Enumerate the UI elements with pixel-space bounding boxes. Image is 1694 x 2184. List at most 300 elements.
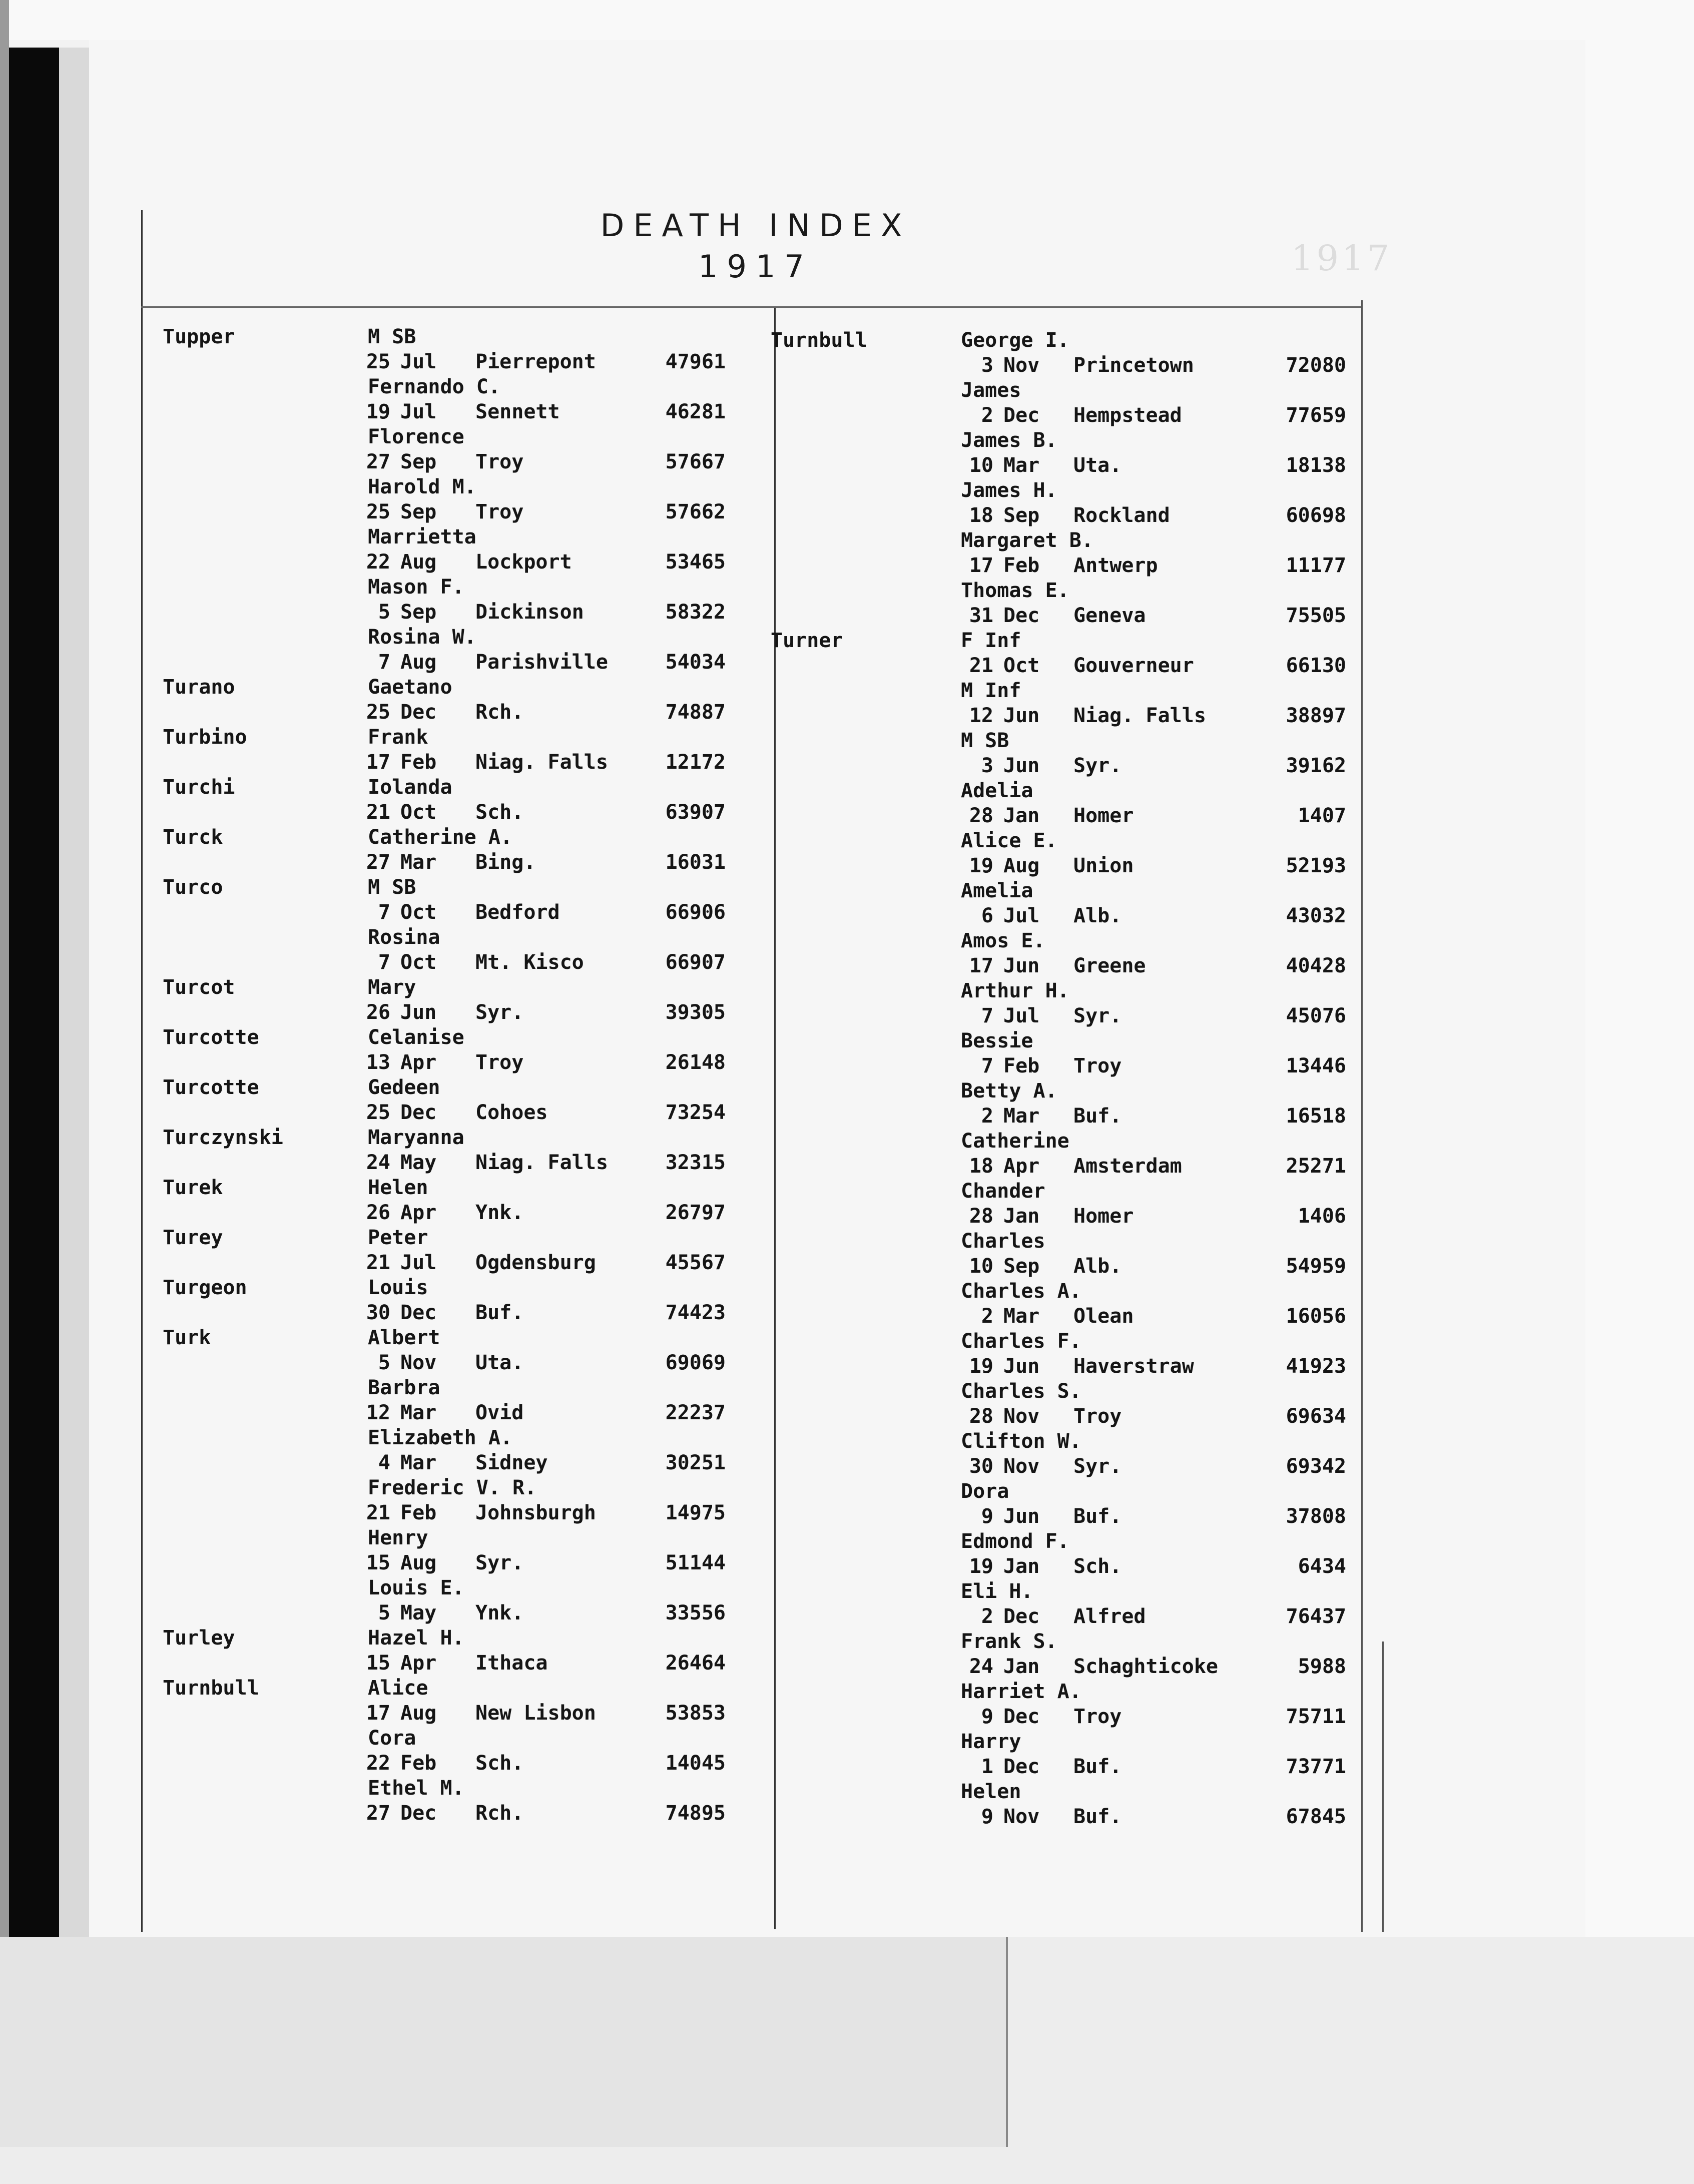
death-place: Ithaca — [475, 1652, 548, 1675]
binding-gap — [59, 48, 89, 1939]
death-place: Buf. — [1073, 1105, 1122, 1128]
given-name: Iolanda — [368, 776, 452, 799]
death-day: 10 — [969, 1255, 993, 1278]
certificate-number: 74887 — [665, 701, 726, 724]
death-place: Lockport — [475, 551, 572, 574]
death-place: Troy — [475, 1051, 524, 1074]
given-name: Charles — [961, 1230, 1045, 1253]
death-month: Jun — [400, 1001, 437, 1024]
given-name: Peter — [368, 1226, 428, 1249]
death-month: Jul — [400, 400, 437, 423]
death-day: 28 — [969, 1205, 993, 1228]
death-day: 21 — [366, 1251, 390, 1274]
certificate-number: 16031 — [665, 851, 726, 874]
certificate-number: 16056 — [1286, 1305, 1346, 1328]
death-month: Jun — [1003, 1505, 1040, 1528]
death-day: 15 — [366, 1652, 390, 1675]
death-day: 18 — [969, 504, 993, 527]
certificate-number: 13446 — [1286, 1054, 1346, 1077]
death-day: 4 — [378, 1451, 390, 1474]
death-month: Nov — [1003, 354, 1040, 377]
certificate-number: 11177 — [1286, 554, 1346, 577]
death-month: Dec — [400, 1802, 437, 1825]
death-day: 25 — [366, 500, 390, 523]
death-day: 7 — [378, 901, 390, 924]
surname-label: Tupper — [163, 325, 235, 348]
certificate-number: 47961 — [665, 350, 726, 373]
given-name: Adelia — [961, 779, 1033, 802]
given-name: James — [961, 379, 1021, 402]
death-month: Jun — [1003, 754, 1040, 777]
certificate-number: 45567 — [665, 1251, 726, 1274]
death-month: Dec — [1003, 1605, 1040, 1628]
certificate-number: 74895 — [665, 1802, 726, 1825]
given-name: Marrietta — [368, 525, 476, 549]
column-divider — [774, 308, 776, 1929]
certificate-number: 63907 — [665, 801, 726, 824]
death-place: Sch. — [475, 801, 524, 824]
death-place: Syr. — [1073, 1004, 1122, 1027]
given-name: Chander — [961, 1180, 1045, 1203]
death-place: Bing. — [475, 851, 536, 874]
certificate-number: 26464 — [665, 1652, 726, 1675]
given-name: M SB — [368, 325, 416, 348]
given-name: Cora — [368, 1727, 416, 1750]
certificate-number: 72080 — [1286, 354, 1346, 377]
death-place: Amsterdam — [1073, 1155, 1182, 1178]
death-place: Mt. Kisco — [475, 951, 584, 974]
death-month: Dec — [1003, 1755, 1040, 1778]
death-day: 13 — [366, 1051, 390, 1074]
certificate-number: 26148 — [665, 1051, 726, 1074]
death-place: Buf. — [1073, 1505, 1122, 1528]
death-day: 28 — [969, 1405, 993, 1428]
death-month: Nov — [1003, 1455, 1040, 1478]
certificate-number: 39305 — [665, 1001, 726, 1024]
header-rule — [141, 306, 1362, 308]
certificate-number: 57667 — [665, 450, 726, 473]
death-place: Sidney — [475, 1451, 548, 1474]
surname-label: Turchi — [163, 776, 235, 799]
given-name: Charles F. — [961, 1330, 1081, 1353]
death-month: May — [400, 1601, 437, 1624]
given-name: Amos E. — [961, 929, 1045, 952]
death-month: Dec — [400, 1301, 437, 1324]
death-day: 2 — [981, 404, 993, 427]
surname-label: Turgeon — [163, 1276, 247, 1299]
given-name: Harold M. — [368, 475, 476, 498]
death-place: Greene — [1073, 954, 1146, 977]
death-day: 24 — [969, 1655, 993, 1678]
certificate-number: 26797 — [665, 1201, 726, 1224]
death-place: Syr. — [1073, 754, 1122, 777]
surname-label: Turczynski — [163, 1126, 283, 1149]
death-day: 27 — [366, 851, 390, 874]
certificate-number: 73254 — [665, 1101, 726, 1124]
given-name: Louis — [368, 1276, 428, 1299]
death-day: 21 — [366, 1501, 390, 1524]
right-margin — [1585, 0, 1694, 2184]
certificate-number: 37808 — [1286, 1505, 1346, 1528]
certificate-number: 75711 — [1286, 1705, 1346, 1728]
given-name: Harriet A. — [961, 1680, 1081, 1703]
certificate-number: 40428 — [1286, 954, 1346, 977]
given-name: Charles S. — [961, 1380, 1081, 1403]
death-month: Apr — [400, 1652, 437, 1675]
death-place: Union — [1073, 854, 1134, 877]
death-place: Buf. — [1073, 1755, 1122, 1778]
certificate-number: 54959 — [1286, 1255, 1346, 1278]
certificate-number: 53853 — [665, 1702, 726, 1725]
given-name: Eli H. — [961, 1580, 1033, 1603]
death-day: 7 — [378, 951, 390, 974]
death-day: 27 — [366, 1802, 390, 1825]
death-place: Uta. — [1073, 454, 1122, 477]
given-name: Henry — [368, 1526, 428, 1549]
surname-label: Turnbull — [163, 1677, 259, 1700]
certificate-number: 6434 — [1298, 1555, 1346, 1578]
death-place: Dickinson — [475, 601, 584, 624]
death-month: Apr — [400, 1051, 437, 1074]
certificate-number: 69634 — [1286, 1405, 1346, 1428]
certificate-number: 41923 — [1286, 1355, 1346, 1378]
certificate-number: 43032 — [1286, 904, 1346, 927]
certificate-number: 66906 — [665, 901, 726, 924]
certificate-number: 30251 — [665, 1451, 726, 1474]
death-day: 18 — [969, 1155, 993, 1178]
given-name: Alice E. — [961, 829, 1057, 852]
certificate-number: 32315 — [665, 1151, 726, 1174]
death-day: 5 — [378, 601, 390, 624]
death-day: 9 — [981, 1705, 993, 1728]
certificate-number: 14045 — [665, 1752, 726, 1775]
death-month: Feb — [1003, 554, 1040, 577]
death-day: 19 — [969, 1555, 993, 1578]
death-place: Niag. Falls — [475, 751, 608, 774]
death-day: 5 — [378, 1601, 390, 1624]
surname-label: Turck — [163, 826, 223, 849]
death-month: Jun — [1003, 1355, 1040, 1378]
given-name: M SB — [368, 876, 416, 899]
certificate-number: 1406 — [1298, 1205, 1346, 1228]
binding-edge — [9, 48, 59, 1939]
death-place: Rch. — [475, 1802, 524, 1825]
given-name: Hazel H. — [368, 1626, 464, 1650]
given-name: Florence — [368, 425, 464, 448]
death-place: Niag. Falls — [475, 1151, 608, 1174]
death-month: Dec — [400, 1101, 437, 1124]
certificate-number: 66130 — [1286, 654, 1346, 677]
death-month: Jul — [400, 350, 437, 373]
top-margin — [0, 0, 1694, 40]
surname-label: Turcotte — [163, 1076, 259, 1099]
given-name: Bessie — [961, 1029, 1033, 1052]
given-name: Catherine — [961, 1130, 1069, 1153]
death-day: 7 — [981, 1054, 993, 1077]
death-place: Troy — [475, 500, 524, 523]
certificate-number: 54034 — [665, 651, 726, 674]
given-name: Mason F. — [368, 576, 464, 599]
death-day: 5 — [378, 1351, 390, 1374]
given-name: Ethel M. — [368, 1777, 464, 1800]
certificate-number: 69342 — [1286, 1455, 1346, 1478]
death-place: Alb. — [1073, 904, 1122, 927]
death-day: 30 — [969, 1455, 993, 1478]
surname-label: Turcotte — [163, 1026, 259, 1049]
surname-label: Turley — [163, 1626, 235, 1650]
certificate-number: 22237 — [665, 1401, 726, 1424]
certificate-number: 25271 — [1286, 1155, 1346, 1178]
surname-label: Turco — [163, 876, 223, 899]
given-name: Fernando C. — [368, 375, 500, 398]
given-name: Edmond F. — [961, 1530, 1069, 1553]
death-place: Schaghticoke — [1073, 1655, 1218, 1678]
surname-label: Turano — [163, 676, 235, 699]
certificate-number: 57662 — [665, 500, 726, 523]
death-month: Mar — [1003, 1105, 1040, 1128]
death-place: Olean — [1073, 1305, 1134, 1328]
certificate-number: 18138 — [1286, 454, 1346, 477]
death-day: 15 — [366, 1551, 390, 1574]
death-place: Cohoes — [475, 1101, 548, 1124]
death-place: Syr. — [475, 1001, 524, 1024]
certificate-number: 76437 — [1286, 1605, 1346, 1628]
death-place: Sennett — [475, 400, 560, 423]
death-month: Jul — [1003, 904, 1040, 927]
death-month: Mar — [1003, 1305, 1040, 1328]
given-name: Frank — [368, 726, 428, 749]
death-place: Haverstraw — [1073, 1355, 1194, 1378]
death-place: Rch. — [475, 701, 524, 724]
title-year: 1917 — [698, 248, 813, 285]
death-month: Sep — [1003, 1255, 1040, 1278]
certificate-number: 38897 — [1286, 704, 1346, 727]
bottom-paper-tab — [0, 1937, 1008, 2147]
certificate-number: 67845 — [1286, 1805, 1346, 1828]
certificate-number: 73771 — [1286, 1755, 1346, 1778]
given-name: Catherine A. — [368, 826, 512, 849]
death-month: Jan — [1003, 1555, 1040, 1578]
death-place: Troy — [1073, 1054, 1122, 1077]
death-month: Dec — [1003, 604, 1040, 627]
given-name: Rosina — [368, 926, 440, 949]
certificate-number: 66907 — [665, 951, 726, 974]
certificate-number: 14975 — [665, 1501, 726, 1524]
death-place: Pierrepont — [475, 350, 596, 373]
given-name: Elizabeth A. — [368, 1426, 512, 1449]
given-name: Barbra — [368, 1376, 440, 1399]
surname-label: Turcot — [163, 976, 235, 999]
death-place: Homer — [1073, 804, 1134, 827]
certificate-number: 69069 — [665, 1351, 726, 1374]
death-day: 7 — [378, 651, 390, 674]
death-month: Feb — [1003, 1054, 1040, 1077]
certificate-number: 33556 — [665, 1601, 726, 1624]
death-month: Mar — [1003, 454, 1040, 477]
certificate-number: 5988 — [1298, 1655, 1346, 1678]
death-month: Sep — [400, 500, 437, 523]
death-day: 7 — [981, 1004, 993, 1027]
given-name: M Inf — [961, 679, 1021, 702]
given-name: George I. — [961, 329, 1069, 352]
death-day: 22 — [366, 1752, 390, 1775]
certificate-number: 53465 — [665, 551, 726, 574]
death-day: 17 — [969, 954, 993, 977]
death-day: 30 — [366, 1301, 390, 1324]
death-day: 22 — [366, 551, 390, 574]
given-name: Celanise — [368, 1026, 464, 1049]
given-name: Amelia — [961, 879, 1033, 902]
death-day: 2 — [981, 1605, 993, 1628]
death-month: Oct — [400, 901, 437, 924]
death-month: Jun — [1003, 704, 1040, 727]
page-title — [550, 205, 961, 287]
given-name: Gaetano — [368, 676, 452, 699]
death-month: Nov — [1003, 1405, 1040, 1428]
given-name: Betty A. — [961, 1079, 1057, 1103]
death-month: Nov — [400, 1351, 437, 1374]
death-place: Niag. Falls — [1073, 704, 1206, 727]
certificate-number: 51144 — [665, 1551, 726, 1574]
given-name: Helen — [961, 1780, 1021, 1803]
death-place: Princetown — [1073, 354, 1194, 377]
given-name: Frederic V. R. — [368, 1476, 537, 1499]
death-month: Jan — [1003, 804, 1040, 827]
death-place: Sch. — [475, 1752, 524, 1775]
faint-stamp: 1917 — [1291, 238, 1393, 279]
given-name: Dora — [961, 1480, 1009, 1503]
death-month: Aug — [400, 1551, 437, 1574]
death-day: 12 — [366, 1401, 390, 1424]
death-place: Alb. — [1073, 1255, 1122, 1278]
death-place: Uta. — [475, 1351, 524, 1374]
death-month: Feb — [400, 1501, 437, 1524]
certificate-number: 58322 — [665, 601, 726, 624]
given-name: F Inf — [961, 629, 1021, 652]
death-day: 26 — [366, 1201, 390, 1224]
death-day: 3 — [981, 354, 993, 377]
death-day: 9 — [981, 1805, 993, 1828]
death-day: 12 — [969, 704, 993, 727]
death-day: 19 — [969, 1355, 993, 1378]
surname-label: Turbino — [163, 726, 247, 749]
death-place: Alfred — [1073, 1605, 1146, 1628]
death-month: Mar — [400, 1451, 437, 1474]
given-name: Clifton W. — [961, 1430, 1081, 1453]
death-month: Dec — [1003, 404, 1040, 427]
certificate-number: 77659 — [1286, 404, 1346, 427]
given-name: Alice — [368, 1677, 428, 1700]
given-name: James B. — [961, 429, 1057, 452]
death-place: Ynk. — [475, 1601, 524, 1624]
death-month: Jan — [1003, 1205, 1040, 1228]
death-place: Troy — [1073, 1405, 1122, 1428]
given-name: Thomas E. — [961, 579, 1069, 602]
death-month: May — [400, 1151, 437, 1174]
death-month: Jul — [1003, 1004, 1040, 1027]
given-name: Mary — [368, 976, 416, 999]
death-month: Aug — [400, 651, 437, 674]
death-month: Sep — [400, 450, 437, 473]
death-day: 19 — [969, 854, 993, 877]
death-place: Buf. — [475, 1301, 524, 1324]
death-day: 17 — [366, 751, 390, 774]
certificate-number: 46281 — [665, 400, 726, 423]
death-place: Antwerp — [1073, 554, 1158, 577]
death-day: 17 — [969, 554, 993, 577]
death-month: Jun — [1003, 954, 1040, 977]
death-day: 2 — [981, 1105, 993, 1128]
death-day: 19 — [366, 400, 390, 423]
death-day: 1 — [981, 1755, 993, 1778]
given-name: Gedeen — [368, 1076, 440, 1099]
given-name: Helen — [368, 1176, 428, 1199]
death-day: 24 — [366, 1151, 390, 1174]
death-month: Apr — [1003, 1155, 1040, 1178]
death-month: Jul — [400, 1251, 437, 1274]
death-place: Rockland — [1073, 504, 1170, 527]
death-place: Hempstead — [1073, 404, 1182, 427]
certificate-number: 1407 — [1298, 804, 1346, 827]
death-month: Sep — [1003, 504, 1040, 527]
title-heading: DEATH INDEX — [600, 207, 911, 244]
death-day: 28 — [969, 804, 993, 827]
death-place: New Lisbon — [475, 1702, 596, 1725]
death-day: 6 — [981, 904, 993, 927]
death-place: Sch. — [1073, 1555, 1122, 1578]
certificate-number: 39162 — [1286, 754, 1346, 777]
page-left-rule — [141, 210, 143, 1932]
given-name: Frank S. — [961, 1630, 1057, 1653]
death-month: Oct — [1003, 654, 1040, 677]
given-name: Louis E. — [368, 1576, 464, 1599]
death-day: 10 — [969, 454, 993, 477]
certificate-number: 45076 — [1286, 1004, 1346, 1027]
death-day: 31 — [969, 604, 993, 627]
death-place: Homer — [1073, 1205, 1134, 1228]
certificate-number: 75505 — [1286, 604, 1346, 627]
left-edge-shadow — [0, 0, 9, 2184]
death-place: Ogdensburg — [475, 1251, 596, 1274]
death-place: Troy — [475, 450, 524, 473]
given-name: Albert — [368, 1326, 440, 1349]
death-day: 17 — [366, 1702, 390, 1725]
page-right-rule — [1361, 300, 1363, 1932]
death-place: Syr. — [475, 1551, 524, 1574]
given-name: Harry — [961, 1730, 1021, 1753]
death-month: Aug — [400, 1702, 437, 1725]
death-month: Feb — [400, 751, 437, 774]
given-name: Charles A. — [961, 1280, 1081, 1303]
death-month: Aug — [400, 551, 437, 574]
death-day: 27 — [366, 450, 390, 473]
surname-label: Turnbull — [771, 329, 867, 352]
given-name: Arthur H. — [961, 979, 1069, 1002]
given-name: Margaret B. — [961, 529, 1093, 552]
death-place: Ovid — [475, 1401, 524, 1424]
surname-label: Turek — [163, 1176, 223, 1199]
certificate-number: 52193 — [1286, 854, 1346, 877]
death-place: Ynk. — [475, 1201, 524, 1224]
certificate-number: 74423 — [665, 1301, 726, 1324]
death-day: 25 — [366, 1101, 390, 1124]
given-name: Rosina W. — [368, 626, 476, 649]
certificate-number: 12172 — [665, 751, 726, 774]
death-place: Parishville — [475, 651, 608, 674]
certificate-number: 16518 — [1286, 1105, 1346, 1128]
death-place: Geneva — [1073, 604, 1146, 627]
death-month: Jan — [1003, 1655, 1040, 1678]
